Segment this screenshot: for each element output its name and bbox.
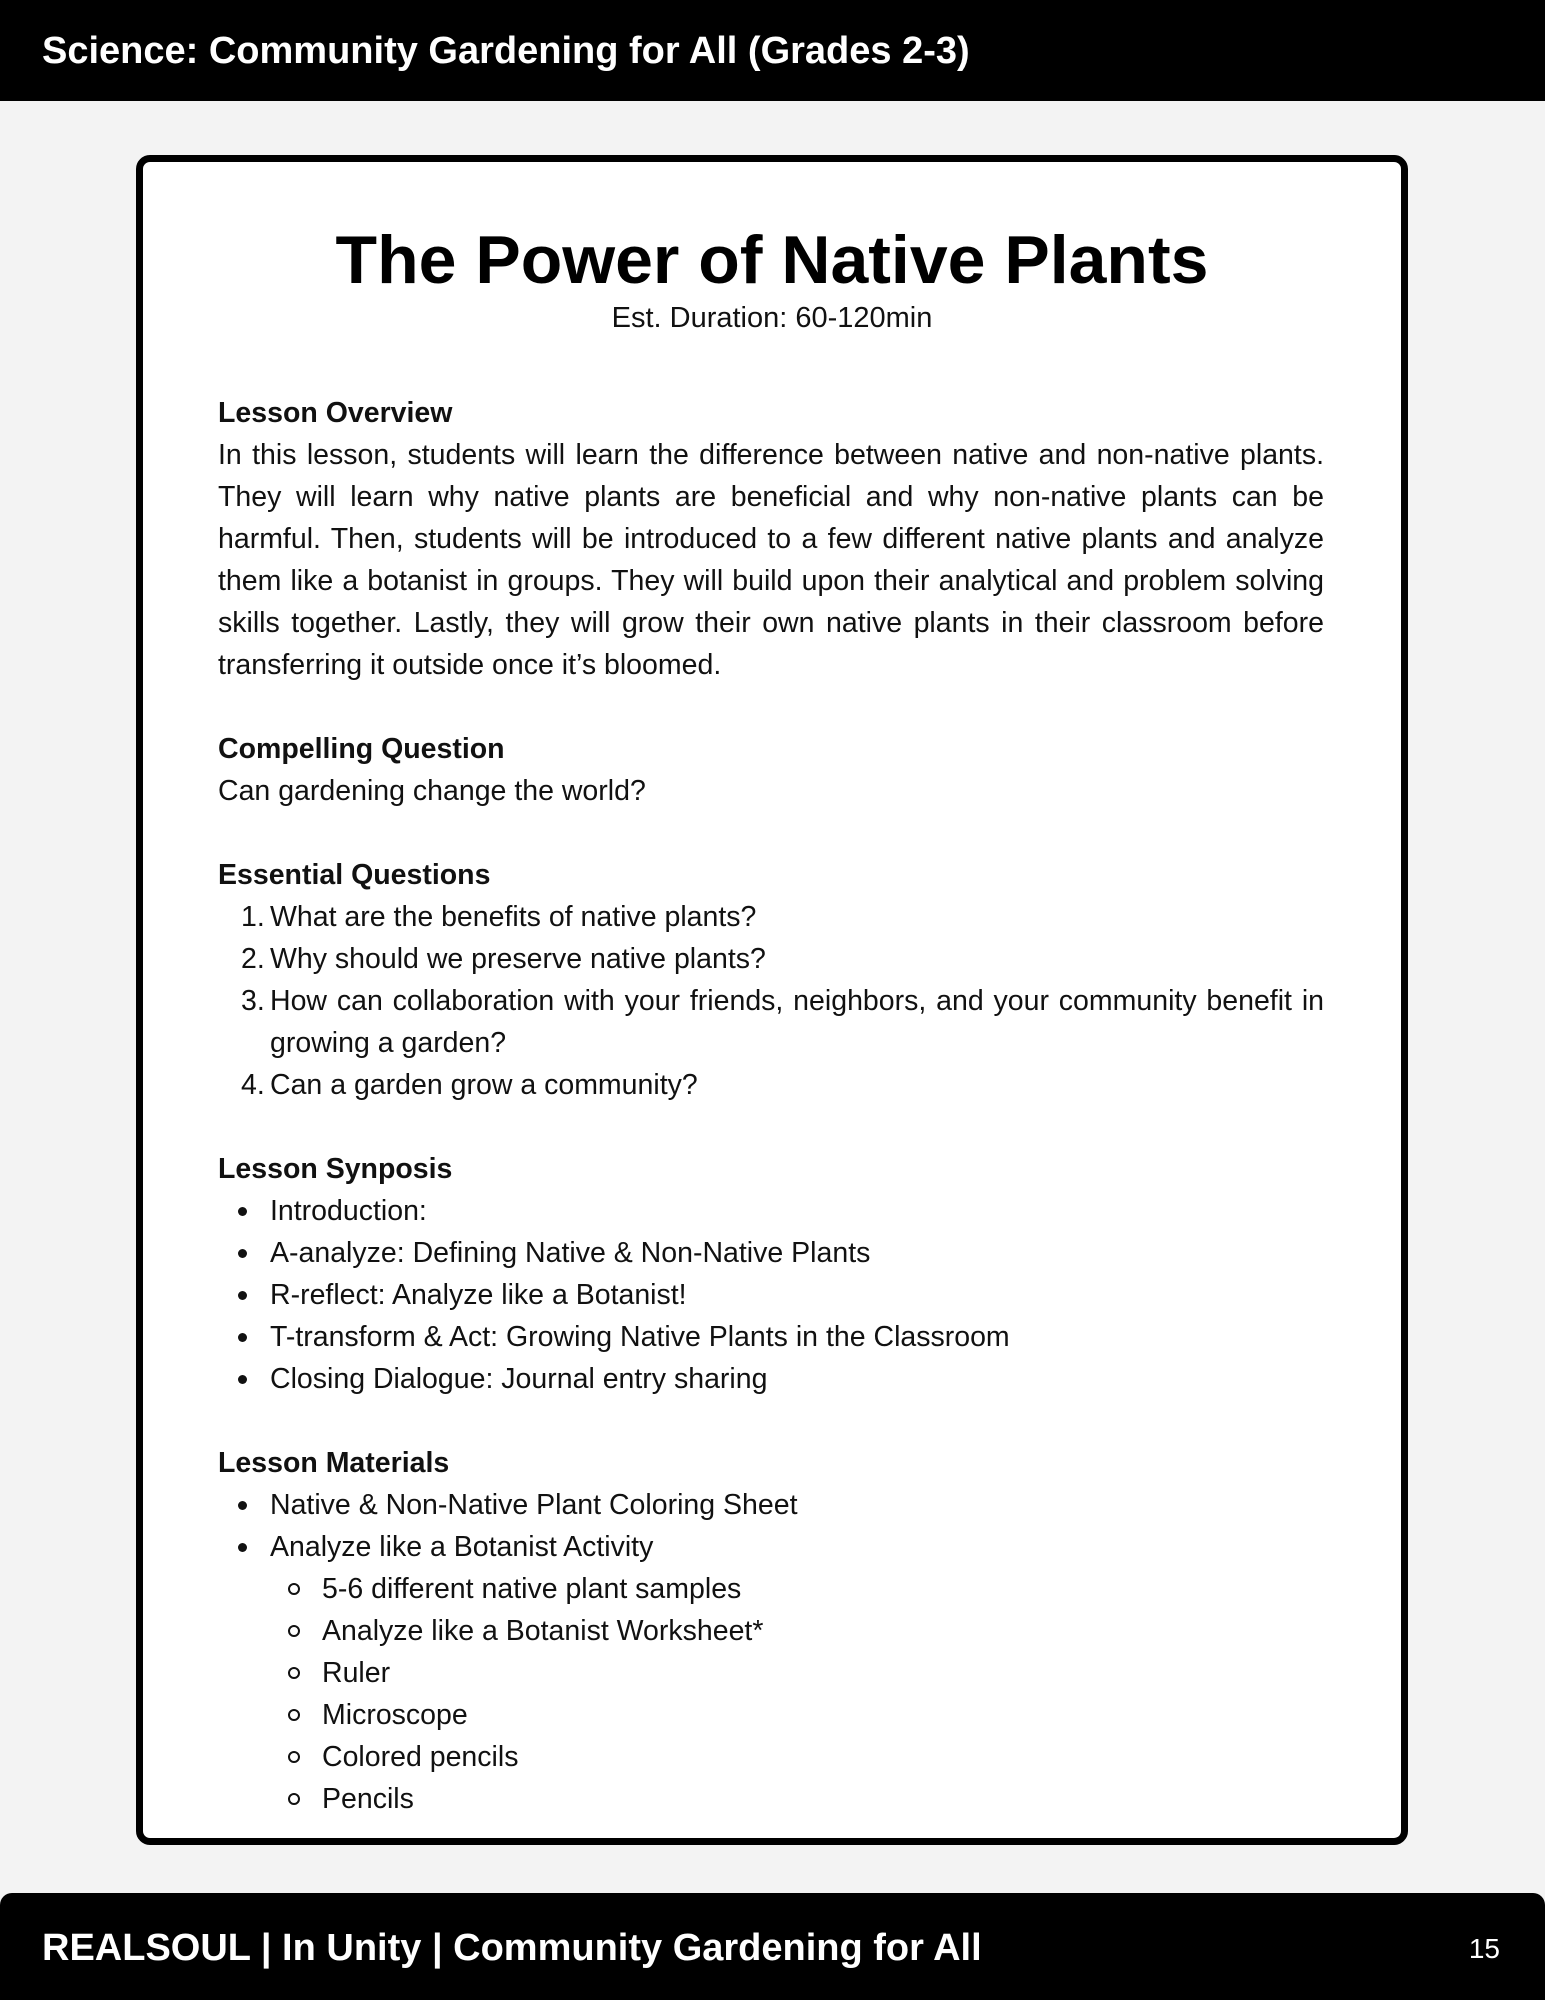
item-text: How can collaboration with your friends, neighbors, and your community benefit in growing a garden? xyxy=(270,985,1324,1059)
item-text: Ruler xyxy=(322,1657,391,1689)
item-number: 3. xyxy=(241,985,265,1017)
lesson-title: The Power of Native Plants xyxy=(335,222,1209,298)
list-item xyxy=(218,1358,1324,1400)
list-item xyxy=(218,980,1324,1064)
item-text: Pencils xyxy=(322,1783,414,1815)
list-item xyxy=(218,1274,1324,1316)
list-item xyxy=(218,1316,1324,1358)
bullet-icon xyxy=(238,1543,247,1552)
list-item xyxy=(218,1736,1324,1778)
lesson-duration: Est. Duration: 60-120min xyxy=(611,302,933,334)
item-text: Microscope xyxy=(322,1699,468,1731)
essential-questions-section xyxy=(218,854,1324,1106)
item-text: Can a garden grow a community? xyxy=(270,1069,698,1101)
sub-bullet-icon xyxy=(288,1625,300,1637)
item-text: Introduction: xyxy=(270,1195,427,1227)
synopsis-section xyxy=(218,1148,1324,1400)
header-title: Science: Community Gardening for All (Grades 2-3) xyxy=(42,30,970,72)
item-text: Closing Dialogue: Journal entry sharing xyxy=(270,1363,768,1395)
overview-heading: Lesson Overview xyxy=(218,397,453,429)
overview-text: In this lesson, students will learn the difference between native and non-native plants. They will learn why native plants are beneficial and why non-native plants can be harmful. Then, students will be introduced to a few different native plants and analyze them like a botanist in groups. They will build upon their analytical and problem solving skills together. Lastly, they will grow their own native plants in their classroom before transferring it outside once it’s bloomed. xyxy=(218,439,1324,681)
synopsis-heading: Lesson Synposis xyxy=(218,1153,453,1185)
sub-bullet-icon xyxy=(288,1751,300,1763)
materials-list xyxy=(218,1484,1324,1568)
list-item xyxy=(218,1610,1324,1652)
list-item xyxy=(218,1064,1324,1106)
bullet-icon xyxy=(238,1291,247,1300)
footer-text: REALSOUL | In Unity | Community Gardening for All xyxy=(42,1927,982,1969)
footer-bar xyxy=(0,1893,1545,2000)
materials-sub-list xyxy=(218,1568,1324,1820)
page-number: 15 xyxy=(1468,1933,1500,1964)
item-number: 2. xyxy=(241,943,265,975)
bullet-icon xyxy=(238,1333,247,1342)
sub-bullet-icon xyxy=(288,1583,300,1595)
item-text: Analyze like a Botanist Activity xyxy=(270,1531,654,1563)
item-text: What are the benefits of native plants? xyxy=(270,901,757,933)
item-number: 4. xyxy=(241,1069,265,1101)
list-item xyxy=(218,1778,1324,1820)
sub-bullet-icon xyxy=(288,1793,300,1805)
bullet-icon xyxy=(238,1375,247,1384)
item-text: Native & Non-Native Plant Coloring Sheet xyxy=(270,1489,798,1521)
list-item xyxy=(218,896,1324,938)
bullet-icon xyxy=(238,1207,247,1216)
item-text: Why should we preserve native plants? xyxy=(270,943,766,975)
list-item xyxy=(218,1190,1324,1232)
list-item xyxy=(218,1484,1324,1526)
synopsis-list xyxy=(218,1190,1324,1400)
list-item xyxy=(218,1652,1324,1694)
list-item xyxy=(218,1694,1324,1736)
essential-questions-heading: Essential Questions xyxy=(218,859,491,891)
bullet-icon xyxy=(238,1249,247,1258)
sub-bullet-icon xyxy=(288,1667,300,1679)
materials-heading: Lesson Materials xyxy=(218,1447,450,1479)
sub-bullet-icon xyxy=(288,1709,300,1721)
list-item xyxy=(218,938,1324,980)
list-item xyxy=(218,1568,1324,1610)
essential-questions-list xyxy=(218,896,1324,1106)
item-text: 5-6 different native plant samples xyxy=(322,1573,742,1605)
item-text: Analyze like a Botanist Worksheet* xyxy=(322,1615,764,1647)
lesson-content xyxy=(218,392,1324,1820)
compelling-question-section xyxy=(218,728,1324,812)
list-item xyxy=(218,1526,1324,1568)
bullet-icon xyxy=(238,1501,247,1510)
lesson-card xyxy=(136,155,1408,1845)
item-text: R-reflect: Analyze like a Botanist! xyxy=(270,1279,687,1311)
item-text: Colored pencils xyxy=(322,1741,519,1773)
overview-section xyxy=(218,392,1324,686)
list-item xyxy=(218,1232,1324,1274)
item-text: A-analyze: Defining Native & Non-Native Plants xyxy=(270,1237,871,1269)
compelling-question-text: Can gardening change the world? xyxy=(218,775,646,807)
header-bar xyxy=(0,0,1545,101)
compelling-question-heading: Compelling Question xyxy=(218,733,505,765)
item-text: T-transform & Act: Growing Native Plants in the Classroom xyxy=(270,1321,1010,1353)
item-number: 1. xyxy=(241,901,265,933)
materials-section xyxy=(218,1442,1324,1820)
